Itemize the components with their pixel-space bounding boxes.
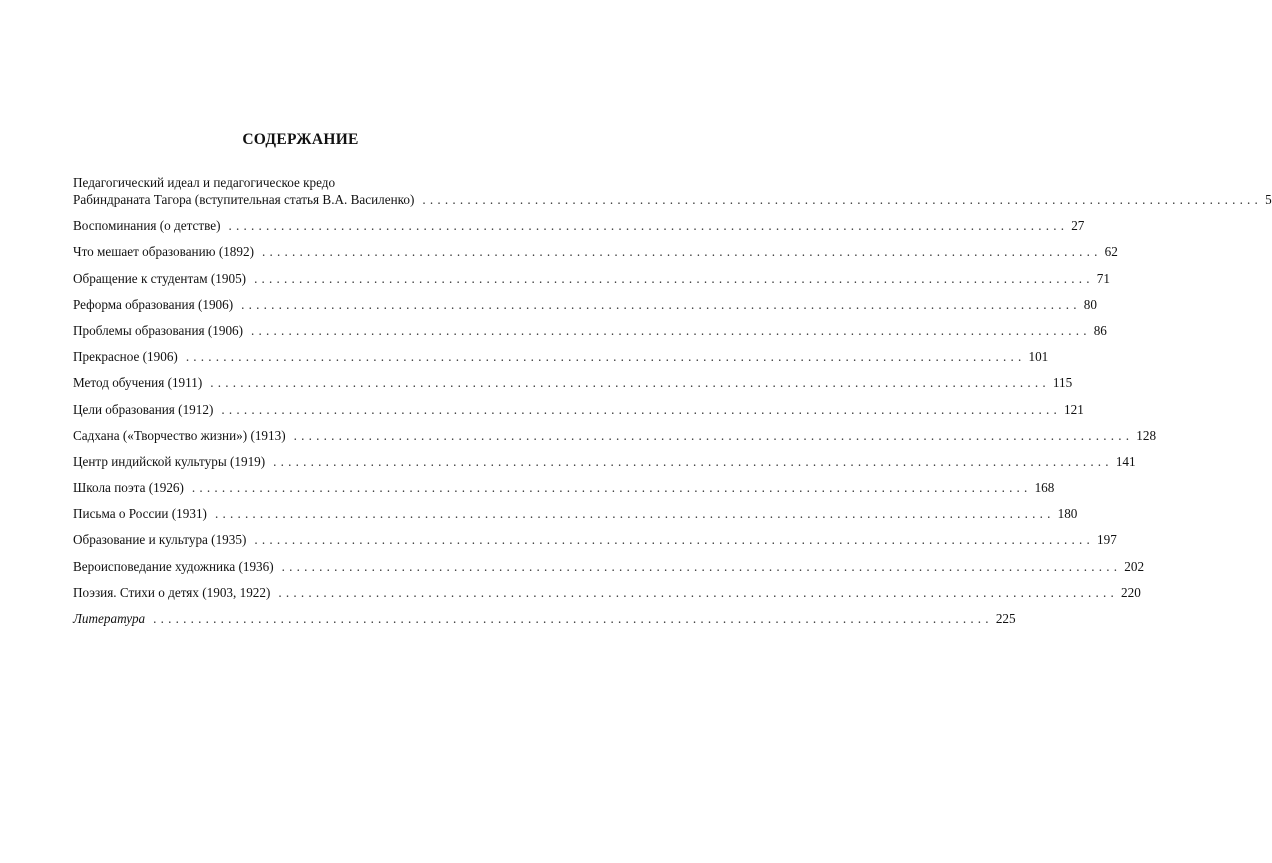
- toc-page-number: 225: [995, 611, 1016, 626]
- toc-page-number: 180: [1057, 506, 1078, 522]
- toc-page-number: 202: [1124, 558, 1145, 574]
- toc-entry-title: Школа поэта (1926): [73, 480, 184, 496]
- toc-entry: [73, 584, 1141, 610]
- toc-entry-title: Образование и культура (1935): [73, 532, 247, 548]
- toc-entry: [73, 479, 1055, 505]
- toc-entry-title: Садхана («Творчество жизни») (1913): [73, 427, 286, 443]
- toc-entry-title: Цели образования (1912): [73, 401, 214, 417]
- dot-leader: ................................................................................................................: [153, 611, 993, 626]
- toc-entry-title: Обращение к студентам (1905): [73, 270, 247, 286]
- toc-entry: [73, 243, 1118, 269]
- toc-entry-title: Литература: [73, 611, 146, 626]
- toc-entry: [73, 270, 1110, 296]
- toc-page-number: 220: [1121, 584, 1141, 600]
- dot-leader: ................................................................................................................: [273, 453, 1113, 469]
- toc-page-number: 27: [1071, 218, 1085, 234]
- dot-leader: ................................................................................................................: [254, 532, 1094, 548]
- dot-leader: ................................................................................................................: [214, 506, 1055, 522]
- toc-page-number: 197: [1097, 532, 1117, 548]
- toc-entry-title: Центр индийской культуры (1919): [73, 453, 266, 469]
- dot-leader: ................................................................................................................: [210, 375, 1050, 391]
- toc-entry: [73, 217, 1085, 243]
- dot-leader: ................................................................................................................: [251, 322, 1091, 338]
- dot-leader: ................................................................................................................: [228, 218, 1069, 234]
- dot-leader: ................................................................................................................: [254, 270, 1094, 286]
- toc-entry: [73, 531, 1117, 557]
- toc-page-number: 62: [1104, 244, 1118, 260]
- toc-page-number: 5: [1265, 192, 1272, 207]
- dot-leader: ................................................................................................................: [293, 427, 1134, 443]
- dot-leader: ................................................................................................................: [261, 244, 1102, 260]
- toc-entry: [73, 374, 1073, 400]
- toc-entry: [73, 322, 1107, 348]
- toc-entry: [73, 427, 1157, 453]
- toc-page-number: 128: [1136, 427, 1157, 443]
- toc-entry-title: Реформа образования (1906): [73, 296, 234, 312]
- toc-entry: [73, 296, 1097, 322]
- toc-entry-title: Воспоминания (о детстве): [73, 218, 221, 234]
- toc-entry: [73, 174, 1272, 208]
- toc-entry: [73, 610, 1016, 636]
- dot-leader: ................................................................................................................: [278, 584, 1119, 600]
- dot-leader: ................................................................................................................: [241, 296, 1081, 312]
- toc-entry-title-line1: Педагогический идеал и педагогическое кредо: [73, 175, 336, 190]
- toc-entry-title: Прекрасное (1906): [73, 349, 178, 365]
- toc-page-number: 86: [1093, 322, 1107, 338]
- toc-entry-title: Что мешает образованию (1892): [73, 244, 254, 260]
- toc-entry: [73, 401, 1084, 427]
- toc-entry-title: Письма о России (1931): [73, 506, 207, 522]
- toc-entry: [73, 558, 1145, 584]
- table-of-contents: [73, 174, 1272, 636]
- toc-page-number: 168: [1034, 480, 1055, 496]
- toc-page-number: 121: [1064, 401, 1084, 417]
- dot-leader: ................................................................................................................: [221, 401, 1061, 417]
- toc-entry-title: Метод обучения (1911): [73, 375, 203, 391]
- toc-entry-title: Проблемы образования (1906): [73, 322, 244, 338]
- toc-entry: [73, 348, 1049, 374]
- toc-entry-title-line2: Рабиндраната Тагора (вступительная статья В.А. Василенко): [73, 192, 415, 207]
- toc-page-number: 71: [1096, 270, 1110, 286]
- dot-leader: ................................................................................................................: [281, 558, 1122, 574]
- toc-page-number: 115: [1052, 375, 1073, 391]
- toc-page-number: 80: [1083, 296, 1097, 312]
- toc-entry-title: Вероисповедание художника (1936): [73, 558, 274, 574]
- toc-entry-title: Поэзия. Стихи о детях (1903, 1922): [73, 584, 271, 600]
- toc-entry: [73, 505, 1078, 531]
- toc-page-number: 101: [1028, 349, 1049, 365]
- dot-leader: ................................................................................................................: [191, 480, 1032, 496]
- page-title: СОДЕРЖАНИЕ: [242, 131, 359, 149]
- dot-leader: ................................................................................................................: [185, 349, 1026, 365]
- toc-page-number: 141: [1115, 453, 1136, 469]
- toc-entry: [73, 453, 1136, 479]
- dot-leader: ................................................................................................................: [422, 192, 1263, 207]
